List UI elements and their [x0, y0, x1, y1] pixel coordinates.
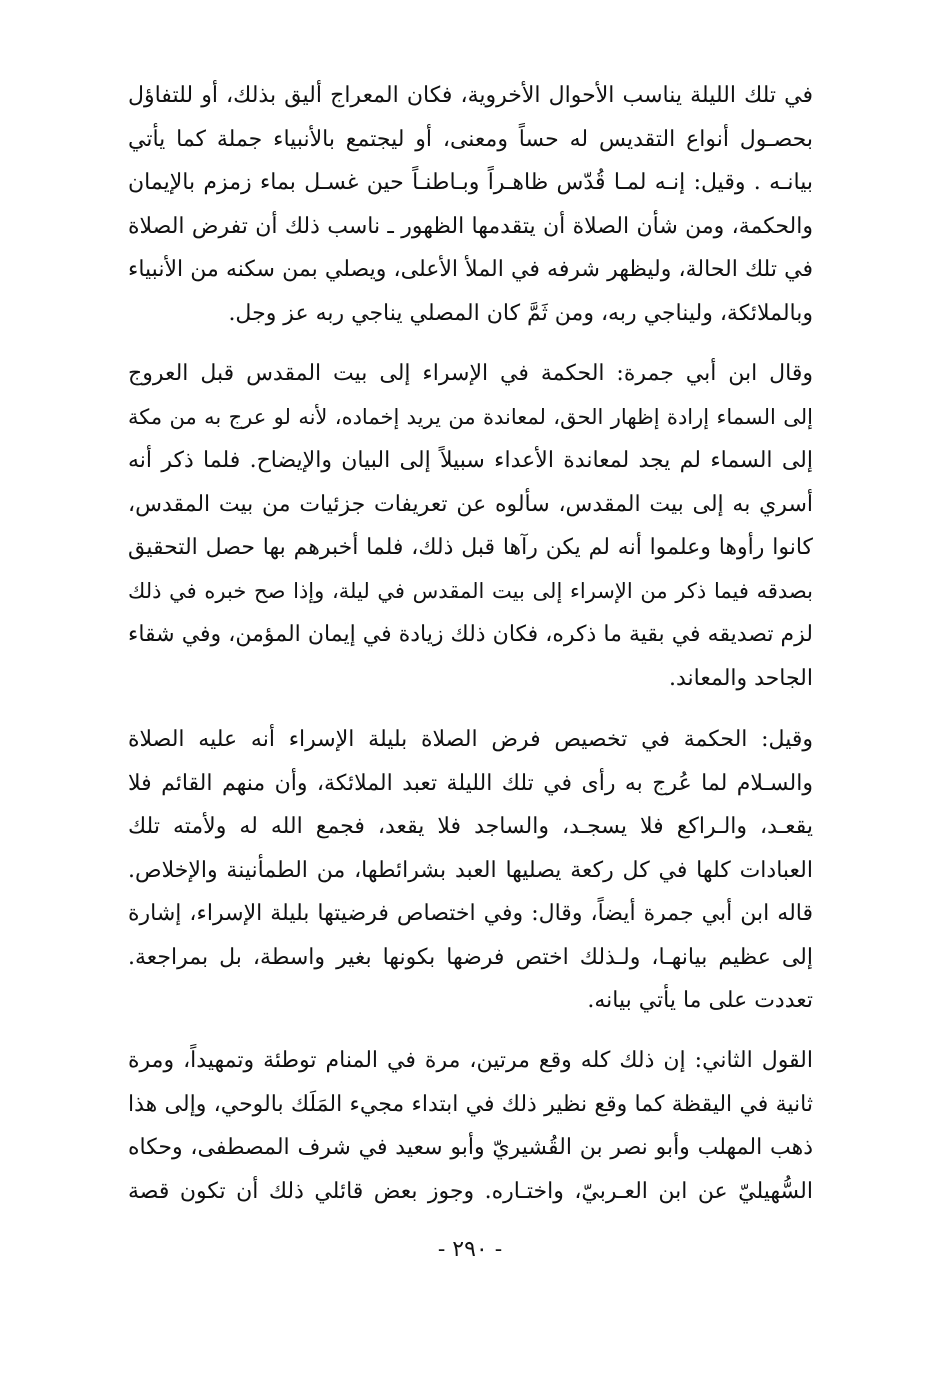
text-line: العبادات كلها في كل ركعة يصليها العبد بشرائطها، من الطمأنينة والإخلاص. — [128, 857, 813, 883]
text-line: يقعـد، والـراكع فلا يسجـد، والساجد فلا يقعد، فجمع الله له ولأمته تلك — [128, 814, 813, 839]
text-line: لزم تصديقه في بقية ما ذكره، فكان ذلك زيادة في إيمان المؤمن، وفي شقاء — [128, 622, 813, 647]
text-line: قاله ابن أبي جمرة أيضاً، وقال: وفي اختصاص فرضيتها بليلة الإسراء، إشارة — [128, 901, 813, 926]
text-line: أسري به إلى بيت المقدس، سألوه عن تعريفات جزئيات من بيت المقدس، — [128, 491, 813, 517]
text-line: إلى عظيم بيانهـا، ولـذلك اختص فرضها بكونها بغير واسطة، بل بمراجعة. — [128, 944, 813, 970]
text-line: إلى السماء لم يجد لمعاندة الأعداء سبيلاً إلى البيان والإيضاح. فلما ذكر أنه — [128, 448, 813, 473]
text-line: بيانـه . وقيل: إنـه لمـا قُدّس ظاهـراً وبـاطنـاً حين غسـل بماء زمزم بالإيمان — [128, 170, 813, 195]
text-line: وقيل: الحكمة في تخصيص فرض الصلاة بليلة الإسراء أنه عليه الصلاة — [128, 727, 813, 752]
text-line: القول الثاني: إن ذلك كله وقع مرتين، مرة في المنام توطئة وتمهيداً، ومرة — [128, 1048, 813, 1073]
text-line: ذهب المهلب وأبو نصر بن القُشيريّ وأبو سعيد في شرف المصطفى، وحكاه — [128, 1135, 813, 1160]
text-line: وقال ابن أبي جمرة: الحكمة في الإسراء إلى بيت المقدس قبل العروج — [128, 361, 813, 386]
text-line: وبالملائكة، وليناجي ربه، ومن ثَمَّ كان المصلي يناجي ربه عز وجل. — [228, 300, 813, 326]
page-number: - ٢٩٠ - — [437, 1237, 503, 1262]
paragraph-1 — [128, 74, 813, 335]
text-line: إلى السماء إرادة إظهار الحق، لمعاندة من يريد إخماده، لأنه لو عرج به من مكة — [128, 404, 813, 429]
paragraph-3 — [128, 718, 813, 1023]
text-line: كانوا رأوها وعلموا أنه لم يكن رآها قبل ذلك، فلما أخبرهم بها حصل التحقيق — [128, 535, 813, 560]
text-line: ثانية في اليقظة كما وقع نظير ذلك في ابتداء مجيء المَلَك بالوحي، وإلى هذا — [128, 1091, 813, 1117]
paragraph-4 — [128, 1039, 813, 1213]
text-line: والحكمة، ومن شأن الصلاة أن يتقدمها الظهور ـ ناسب ذلك أن تفرض الصلاة — [128, 213, 813, 239]
text-line: تعددت على ما يأتي بيانه. — [587, 988, 813, 1013]
text-line: في تلك الليلة يناسب الأحوال الأخروية، فكان المعراج أليق بذلك، أو للتفاؤل — [128, 83, 813, 108]
text-line: السُّهيليّ عن ابن العـربيّ، واختـاره. وجوز بعض قائلي ذلك أن تكون قصة — [128, 1178, 813, 1204]
text-line: بصدقه فيما ذكر من الإسراء إلى بيت المقدس في ليلة، وإذا صح خبره في ذلك — [128, 578, 813, 603]
text-line: الجاحد والمعاند. — [669, 665, 813, 691]
text-line: والسـلام لما عُرج به رأى في تلك الليلة تعبد الملائكة، وأن منهم القائم فلا — [128, 770, 813, 796]
paragraph-2 — [128, 352, 813, 700]
text-line: في تلك الحالة، وليظهر شرفه في الملأ الأعلى، ويصلي بمن سكنه من الأنبياء — [128, 257, 813, 282]
text-line: بحصـول أنواع التقديس له حساً ومعنى، أو ليجتمع بالأنبياء جملة كما يأتي — [128, 126, 813, 152]
